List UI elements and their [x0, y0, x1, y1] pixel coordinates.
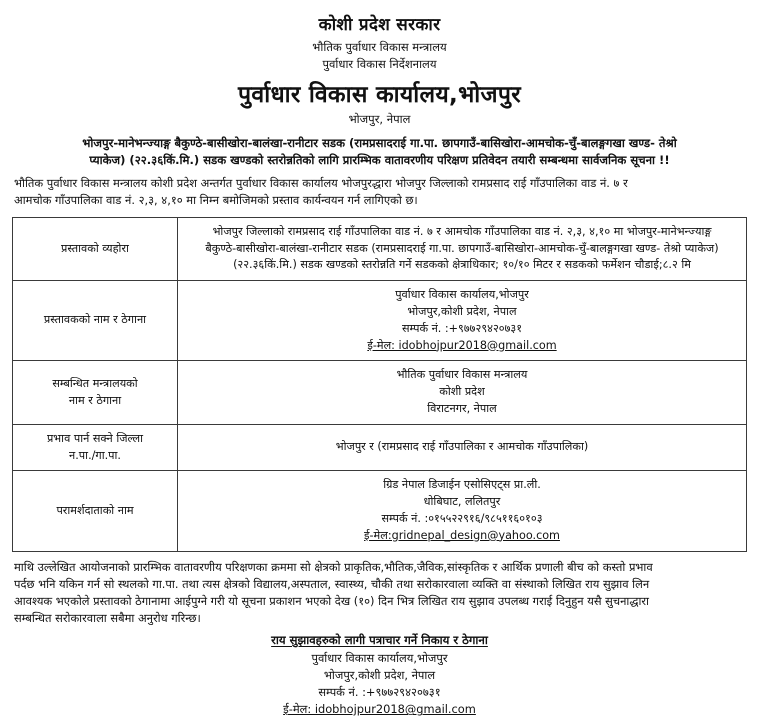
row-label-proponent: प्रस्तावकको नाम र ठेगाना: [13, 281, 178, 361]
contact-details: [12, 650, 747, 718]
directorate-title: पुर्वाधार विकास निर्देशनालय: [322, 57, 437, 71]
row-label-proposal-description: प्रस्तावको व्यहोरा: [13, 217, 178, 280]
notice-title: [12, 135, 747, 169]
table-row: [13, 471, 747, 551]
contact-heading: राय सुझावहरुको लागी पत्राचार गर्ने निकाय र ठेगाना: [271, 633, 488, 647]
value-line: बैकुण्ठे-बासीखोरा-बालंखा-रानीटार सडक (रामप्रसादराई गा.पा. छापगाउँ-बासिखोरा-आमचोक-चुँ-बालङ्गगखा खण्ड- तेश्रो प्याकेज): [205, 241, 719, 255]
table-row: [13, 424, 747, 471]
proposal-details-table: [12, 217, 747, 552]
value-line: भोजपुर,कोशी प्रदेश, नेपाल: [407, 305, 517, 318]
label-line: सम्बन्धित मन्त्रालयको: [52, 376, 138, 390]
row-value-proposal-description: [178, 217, 747, 280]
value-line: (२२.३६किं.मि.) सडक खण्डको स्तरोन्नति गर्ने सडकको क्षेत्राधिकार; १०/१० मिटर र सडकको फर्मेशन चौडाई;८.२ मि: [233, 258, 691, 272]
proponent-email[interactable]: ई-मेल: idobhojpur2018@gmail.com: [367, 338, 557, 352]
footer-line: माथि उल्लेखित आयोजनाको प्रारम्भिक वातावरणीय परिक्षणका क्रममा सो क्षेत्रको प्राकृतिक,भौतिक,जैविक,सांस्कृतिक र आर्थिक प्रणाली बीच को कस्तो प्रभाव: [14, 559, 653, 574]
footer-line: सम्बन्धित सरोकारवाला सबैमा अनुरोध गरिन्छ।: [14, 610, 201, 625]
office-title: पुर्वाधार विकास कार्यालय,भोजपुर: [238, 82, 521, 108]
notice-intro: [12, 175, 747, 209]
label-line: न.पा./गा.पा.: [69, 448, 121, 462]
value-line: सम्पर्क नं. :+९७७२९४२०७३१: [401, 321, 523, 335]
value-line: ग्रिड नेपाल डिजाईन एसोसिएट्स प्रा.ली.: [383, 478, 541, 492]
row-value-affected-district: [178, 424, 747, 471]
footer-line: पर्दछ भनि यकिन गर्न सो स्थलको गा.पा. तथा त्यस क्षेत्रको विद्यालय,अस्पताल, स्वास्थ्य, चौकी तथा सरोकारवाला व्यक्ति वा संस्थाको लिखित राय सुझाव लिन: [14, 576, 650, 591]
contact-email[interactable]: ई-मेल: idobhojpur2018@gmail.com: [283, 702, 476, 717]
label-line: प्रभाव पार्न सक्ने जिल्ला: [46, 431, 144, 445]
row-label-ministry: [13, 361, 178, 424]
value-line: पुर्वाधार विकास कार्यालय,भोजपुर: [395, 288, 529, 302]
notice-intro-line-2: आमचोक गाँउपालिका वाड नं. २,३, ४,१० मा निम्न बमोजिमको प्रस्ताव कार्यन्वयन गर्न लागिएको छ।: [14, 192, 418, 207]
table-row: [13, 361, 747, 424]
label-line: नाम र ठेगाना: [68, 393, 122, 407]
row-value-proponent: [178, 281, 747, 361]
row-label-affected-district: [13, 424, 178, 471]
row-label-consultant: परामर्शदाताको नाम: [13, 471, 178, 551]
value-line: धोबिघाट, ललितपुर: [423, 495, 501, 509]
contact-line: सम्पर्क नं. :+९७७२९४२०७३१: [318, 685, 441, 700]
notice-title-line-1: भोजपुर-मानेभन्ज्याङ्ग बैकुण्ठे-बासीखोरा-बालंखा-रानीटार सडक (रामप्रसादराई गा.पा. छापगाउँ-बासिखोरा-आमचोक-चुँ-बालङ्गगखा खण्ड- तेश्रो: [82, 136, 677, 150]
government-title: कोशी प्रदेश सरकार: [318, 15, 441, 35]
value-line: कोशी प्रदेश: [439, 385, 485, 399]
ministry-title: भौतिक पुर्वाधार विकास मन्त्रालय: [312, 40, 447, 54]
contact-line: पुर्वाधार विकास कार्यालय,भोजपुर: [311, 651, 448, 665]
footer-paragraph: [12, 559, 747, 627]
contact-line: भोजपुर,कोशी प्रदेश, नेपाल: [323, 668, 436, 683]
notice-intro-line-1: भौतिक पुर्वाधार विकास मन्त्रालय कोशी प्रदेश अन्तर्गत पुर्वाधार विकास कार्यालय भोजपुरद्धारा भोजपुर जिल्लाको रामप्रसाद राई गाँउपालिका वाड नं. ७ र: [14, 175, 628, 190]
notice-title-line-2: प्याकेज) (२२.३६किं.मि.) सडक खण्डको स्तरोन्नतिको लागि प्रारम्भिक वातावरणीय परिक्षण प्रतिवेदन तयारी सम्बन्धमा सार्वजनिक सूचना !!: [89, 152, 670, 167]
row-value-consultant: [178, 471, 747, 551]
value-line: भोजपुर र (रामप्रसाद राई गाँउपालिका र आमचोक गाँउपालिका): [335, 440, 589, 454]
value-line: विराटनगर, नेपाल: [427, 401, 497, 415]
value-line: सम्पर्क नं. :०१५५२२९१६/९८५११६०१०३: [381, 511, 543, 525]
consultant-email[interactable]: ई-मेल:gridnepal_design@yahoo.com: [364, 528, 560, 542]
row-value-ministry: [178, 361, 747, 424]
office-location: भोजपुर, नेपाल: [348, 112, 411, 126]
value-line: भोजपुर जिल्लाको रामप्रसाद राई गाँउपालिका वाड नं. ७ र आमचोक गाँउपालिका वाड नं. २,३, ४,१० मा भोजपुर-मानेभन्ज्याङ्ग: [212, 224, 712, 238]
table-row: [13, 281, 747, 361]
table-row: [13, 217, 747, 280]
value-line: भौतिक पुर्वाधार विकास मन्त्रालय: [396, 368, 528, 382]
footer-line: आवश्यक भएकोले प्रस्तावको ठेगानामा आईपुग्ने गरी यो सूचना प्रकाशन भएको देख (१०) दिन भित्र लिखित राय सुझाव उपलब्ध गराई दिनुहुन यसै सुचनाद्धारा: [14, 593, 650, 608]
